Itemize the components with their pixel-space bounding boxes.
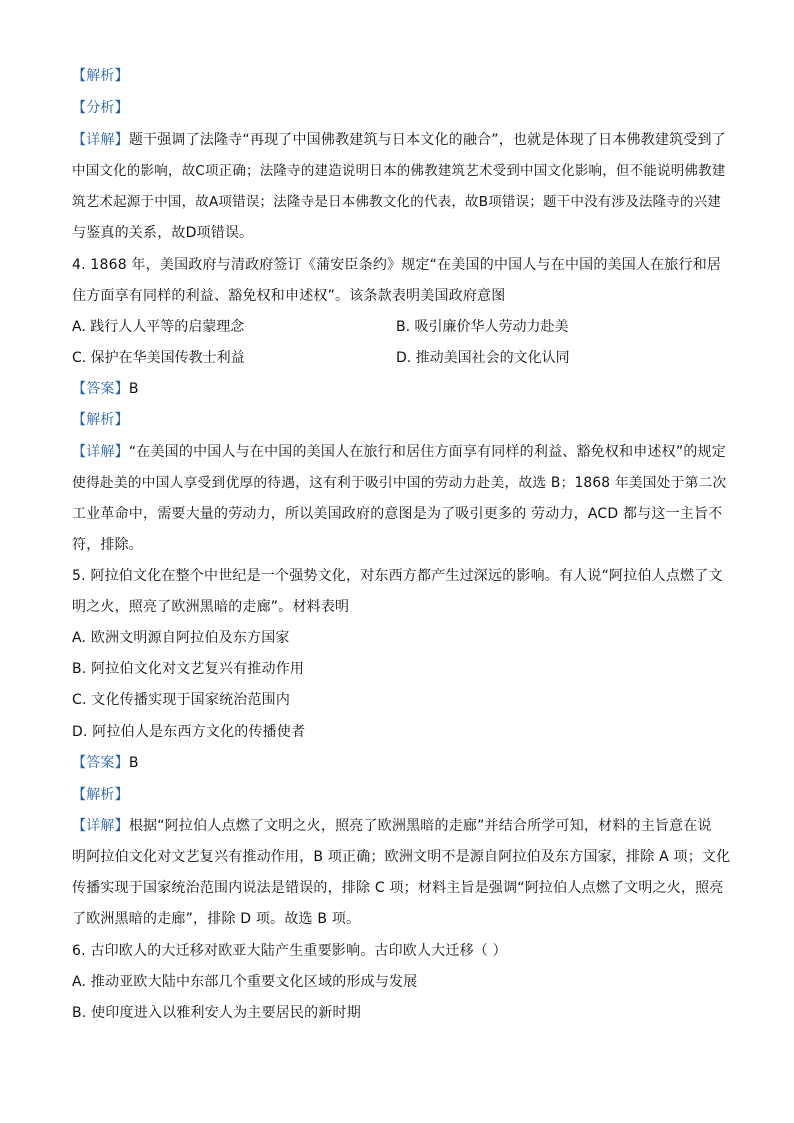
xiangjie-line: 筑艺术起源于中国，故A项错误；法隆寺是日本佛教文化的代表，故B项错误；题干中没有涉及法隆寺的兴建 [72, 194, 722, 210]
jiexi-heading: 【解析】 [72, 787, 129, 803]
question-6-option-b: B. 使印度进入以雅利安人为主要居民的新时期 [72, 1005, 361, 1021]
jiexi-heading: 【解析】 [72, 412, 129, 428]
answer-value: B [128, 755, 139, 771]
fenxi-heading: 【分析】 [72, 100, 129, 116]
xiangjie-line [72, 130, 732, 150]
xiangjie-text: 题干强调了法隆寺“再现了中国佛教建筑与日本文化的融合”，也就是体现了日本佛教建筑受到了 [128, 132, 726, 148]
xiangjie-line: 中国文化的影响，故C项正确；法隆寺的建造说明日本的佛教建筑艺术受到中国文化影响，但不能说明佛教建 [72, 163, 726, 179]
question-4-stem: 4. 1868 年，美国政府与清政府签订《蒲安臣条约》规定“在美国的中国人与在中国的美国人在旅行和居 [72, 257, 722, 273]
question-5-option-d: D. 阿拉伯人是东西方文化的传播使者 [72, 724, 306, 740]
question-6-stem: 6. 古印欧人的大迁移对欧亚大陆产生重要影响。古印欧人大迁移（ ） [72, 943, 507, 959]
xiangjie-tag: 【详解】 [72, 132, 129, 148]
question-4-option-d: D. 推动美国社会的文化认同 [396, 350, 570, 366]
xiangjie-line [72, 442, 732, 462]
xiangjie-line: 符，排除。 [72, 537, 143, 553]
question-5-option-b: B. 阿拉伯文化对文艺复兴有推动作用 [72, 661, 305, 677]
xiangjie-line: 传播实现于国家统治范围内说法是错误的，排除 C 项；材料主旨是强调“阿拉伯人点燃了文明之火，照亮 [72, 880, 724, 896]
xiangjie-line: 与鉴真的关系，故D项错误。 [72, 225, 254, 241]
answer-value: B [128, 381, 139, 397]
xiangjie-line: 使得赴美的中国人享受到优厚的待遇，这有利于吸引中国的劳动力赴美，故选 B；1868 年美国处于第二次 [72, 475, 727, 491]
xiangjie-tag: 【详解】 [72, 444, 129, 460]
question-5-answer [72, 753, 732, 773]
question-4-option-b: B. 吸引廉价华人劳动力赴美 [396, 319, 569, 335]
question-4-stem: 住方面享有同样的利益、豁免权和申述权”。该条款表明美国政府意图 [72, 288, 506, 304]
xiangjie-text: “在美国的中国人与在中国的美国人在旅行和居住方面享有同样的利益、豁免权和申述权”的规定 [128, 444, 726, 460]
question-5-option-c: C. 文化传播实现于国家统治范围内 [72, 692, 291, 708]
xiangjie-line: 了欧洲黑暗的走廊”，排除 D 项。故选 B 项。 [72, 911, 361, 927]
question-5-stem: 5. 阿拉伯文化在整个中世纪是一个强势文化，对东西方都产生过深远的影响。有人说“阿拉伯人点燃了文 [72, 568, 723, 584]
xiangjie-line: 工业革命中，需要大量的劳动力，所以美国政府的意图是为了吸引更多的 劳动力，ACD 都与这一主旨不 [72, 506, 723, 522]
xiangjie-tag: 【详解】 [72, 818, 129, 834]
xiangjie-text: 根据“阿拉伯人点燃了文明之火，照亮了欧洲黑暗的走廊”并结合所学可知，材料的主旨意在说 [128, 818, 712, 834]
answer-tag: 【答案】 [72, 381, 129, 397]
xiangjie-line [72, 816, 732, 836]
question-6-option-a: A. 推动亚欧大陆中东部几个重要文化区域的形成与发展 [72, 974, 418, 990]
answer-tag: 【答案】 [72, 755, 129, 771]
question-5-option-a: A. 欧洲文明源自阿拉伯及东方国家 [72, 630, 290, 646]
jiexi-heading: 【解析】 [72, 68, 129, 84]
question-4-option-a: A. 践行人人平等的启蒙理念 [72, 319, 245, 335]
question-4-answer [72, 379, 732, 399]
xiangjie-line: 明阿拉伯文化对文艺复兴有推动作用，B 项正确；欧洲文明不是源自阿拉伯及东方国家，排除 A 项；文化 [72, 849, 731, 865]
question-4-option-c: C. 保护在华美国传教士利益 [72, 350, 245, 366]
question-5-stem: 明之火，照亮了欧洲黑暗的走廊”。材料表明 [72, 599, 350, 615]
